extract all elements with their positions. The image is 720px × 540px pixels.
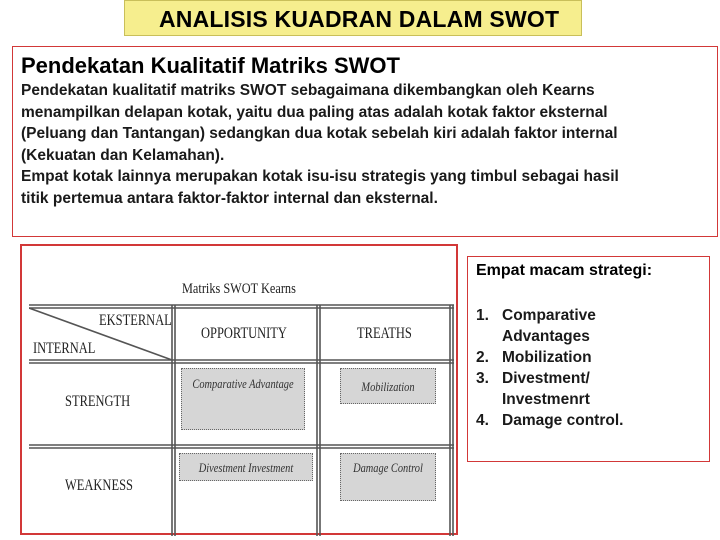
strategy-text: Mobilization	[502, 349, 592, 366]
swot-matrix-figure	[20, 244, 458, 535]
strategy-number: 2.	[476, 349, 489, 366]
strategy-list	[476, 305, 672, 431]
header-threats: TREATHS	[357, 325, 412, 342]
intro-line: Pendekatan kualitatif matriks SWOT sebagaimana dikembangkan oleh Kearns	[21, 82, 595, 99]
strategy-item	[476, 305, 672, 347]
page-title: ANALISIS KUADRAN DALAM SWOT	[159, 6, 560, 32]
title-banner	[124, 0, 582, 36]
strategy-text: Divestment/ Investmenrt	[502, 370, 590, 408]
intro-panel	[12, 46, 718, 237]
intro-line: menampilkan delapan kotak, yaitu dua paling atas adalah kotak faktor eksternal	[21, 103, 608, 121]
cell-label: Mobilization	[361, 379, 415, 394]
intro-line: Empat kotak lainnya merupakan kotak isu-isu strategis yang timbul sebagai hasil	[21, 168, 619, 185]
cell-label: Damage Control	[353, 460, 423, 475]
row-weakness: WEAKNESS	[65, 477, 133, 494]
header-eksternal: EKSTERNAL	[99, 312, 172, 329]
cell-label: Divestment Investment	[198, 460, 294, 475]
header-opportunity: OPPORTUNITY	[201, 325, 287, 342]
strategy-number: 3.	[476, 370, 489, 387]
strategy-text: Damage control.	[502, 412, 624, 429]
strategy-item	[476, 347, 672, 368]
strategy-heading: Empat macam strategi:	[476, 262, 653, 279]
strategy-item	[476, 368, 672, 410]
intro-title: Pendekatan Kualitatif Matriks SWOT	[21, 53, 400, 78]
intro-line: (Peluang dan Tantangan) sedangkan dua kotak sebelah kiri adalah faktor internal	[21, 125, 618, 142]
row-strength: STRENGTH	[65, 393, 131, 410]
intro-line: titik pertemua antara faktor-faktor internal dan eksternal.	[21, 189, 438, 207]
strategy-item	[476, 410, 672, 431]
header-internal: INTERNAL	[33, 340, 96, 357]
strategy-panel	[467, 256, 710, 462]
strategy-number: 4.	[476, 412, 489, 429]
strategy-number: 1.	[476, 307, 489, 324]
cell-label: Comparative Advantage	[192, 376, 294, 391]
intro-line: (Kekuatan dan Kelamahan).	[21, 146, 225, 164]
intro-paragraph	[21, 80, 711, 209]
strategy-text: Comparative Advantages	[502, 307, 596, 345]
matrix-caption: Matriks SWOT Kearns	[182, 281, 296, 297]
matrix-table	[29, 303, 454, 536]
